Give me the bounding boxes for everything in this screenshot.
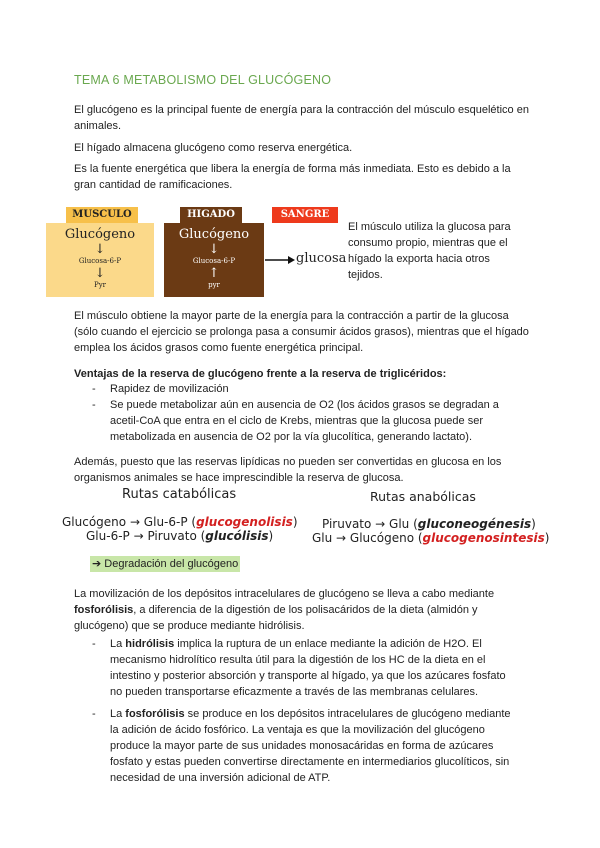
arrow-right-icon [264,254,296,266]
musculo-pyr: Pyr [93,281,106,289]
ruta-glucolisis: Glu-6-P → Piruvato (glucólisis) [86,529,274,543]
musculo-glucosa-6-p: Glucosa-6-P [78,257,122,265]
sangre-label: SANGRE [272,207,338,223]
diagram-caption: El músculo utiliza la glucosa para consumo propio, mientras que el hígado la exporta hacia otros tejidos. [348,221,511,281]
higado-glucogeno: Glucógeno [178,227,250,242]
musculo-panel [46,223,154,297]
section-degradacion-label: Degradación del glucógeno [104,558,239,570]
higado-glucosa-6-p: Glucosa-6-P [192,257,236,265]
ruta-glucogenolisis: Glucógeno → Glu-6-P (glucogenolisis) [62,515,298,529]
list-item: - Rapidez de movilización [90,381,514,397]
lisis-list [90,636,514,786]
arrow-down-icon: ↓ [94,242,106,257]
paragraph-ademas: Además, puesto que las reservas lipídicas no pueden ser convertidas en glucosa en los organismos animales se hace imprescindible la reserva de glucosa. [74,456,502,484]
ruta-gluconeogenesis: Piruvato → Glu (gluconeogénesis) [322,517,536,531]
rutas-catabolicas-title: Rutas catabólicas [122,487,237,502]
higado-pyr: pyr [208,281,220,289]
ruta-glucogenosintesis: Glu → Glucógeno (glucogenosintesis) [312,531,550,545]
list-item-hidrolisis: - La hidrólisis implica la ruptura de un enlace mediante la adición de H2O. El mecanismo hidrolítico resulta útil para la digestión de los HC de la dieta en el intestino y posterior absorción y transporte al hígado, ya que los azúcares fosfato no pueden transportarse eficazmente a través de las membranas celulares. [90,636,514,700]
intro-paragraph-1: El glucógeno es la principal fuente de energía para la contracción del músculo esquelético en animales. [74,104,529,132]
musculo-label: MUSCULO [66,207,138,223]
intro-paragraph-3: Es la fuente energética que libera la energía de forma más inmediata. Esto es debido a la gran cantidad de ramificaciones. [74,163,511,191]
higado-panel [164,223,264,297]
section-degradacion [90,556,240,572]
list-item-fosforolisis: - La fosforólisis se produce en los depósitos intracelulares de glucógeno mediante la adición de ácido fosfórico. La ventaja es que la movilización del glucógeno produce la mayor parte de sus unidades monosacáridas en forma de azúcares fosfato y estas pueden convertirse directamente en intermediarios glucolíticos, sin necesidad de una inversión adicional de ATP. [90,706,514,786]
rutas-anabolicas-title: Rutas anabólicas [370,489,476,504]
intro-paragraph-2: El hígado almacena glucógeno como reserva energética. [74,142,353,154]
page-title: TEMA 6 METABOLISMO DEL GLUCÓGENO [74,73,332,87]
paragraph-movilizacion: La movilización de los depósitos intracelulares de glucógeno se lleva a cabo mediante fosforólisis, a diferencia de la digestión de los polisacáridos de la dieta (almidón y glucógeno) que se produce mediante hidrólisis. [74,588,495,632]
ventajas-heading: Ventajas de la reserva de glucógeno frente a la reserva de triglicéridos: [74,368,447,380]
arrow-down-icon: ↓ [94,266,106,281]
list-item: - Se puede metabolizar aún en ausencia de O2 (los ácidos grasos se degradan a acetil-CoA que entra en el ciclo de Krebs, mientras que la glucosa puede ser metabolizada en ausencia de O2 por la vía glucolítica, generando lactato). [90,397,514,445]
arrow-right-icon: ➔ [92,558,102,570]
arrow-up-icon: ↑ [208,266,220,281]
musculo-glucogeno: Glucógeno [64,227,136,242]
arrow-down-icon: ↓ [208,242,220,257]
ventajas-list [90,381,514,445]
higado-label: HIGADO [180,207,242,223]
paragraph-musculo: El músculo obtiene la mayor parte de la energía para la contracción a partir de la glucosa (sólo cuando el ejercicio se prolonga pasa a consumir ácidos grasos), mientras que el hígado emplea los ácidos grasos como fuente energética principal. [74,310,529,354]
glucosa-label: glucosa [296,251,347,266]
